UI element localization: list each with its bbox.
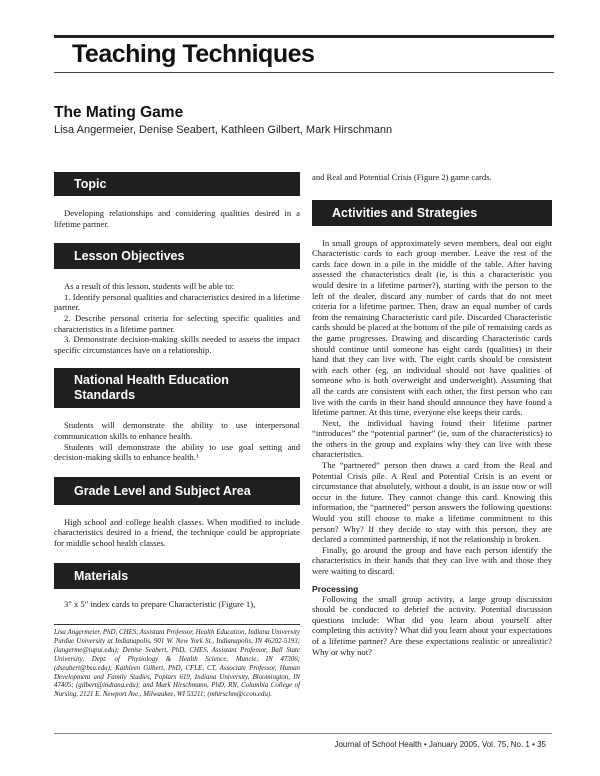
left-column (54, 172, 300, 609)
standards-heading-line2: Standards (74, 388, 136, 403)
activities-paragraph: Next, the individual having found their lifetime partner “introduces” the “potential partner” (ie, sum of the characteristics) to the others in the group and explains why they can live with these characteristics. (312, 417, 552, 460)
article-title: The Mating Game (54, 104, 184, 121)
processing-body: Following the small group activity, a large group discussion should be conducted to debrief the activity. Potential discussion questions include: What did you learn about yourself after completing this activity? What did you learn about your expectations of a lifetime partner? Are these expectations realistic or unrealistic? Why or why not? (312, 593, 552, 657)
objective-item: 1. Identify personal qualities and characteristics desired in a lifetime partner. (54, 291, 300, 313)
page-footer: Journal of School Health • January 2005, Vol. 75, No. 1 • 35 (334, 740, 546, 749)
section-title: Teaching Techniques (72, 40, 315, 68)
objective-item: 3. Demonstrate decision-making skills needed to assess the impact specific circumstances have on a relationship. (54, 334, 300, 355)
standards-heading-line1: National Health Education (74, 373, 229, 388)
activities-heading: Activities and Strategies (312, 200, 552, 226)
article-authors: Lisa Angermeier, Denise Seabert, Kathleen Gilbert, Mark Hirschmann (54, 124, 393, 136)
topic-body: Developing relationships and considering qualities desired in a lifetime partner. (54, 208, 300, 229)
header-rule-bottom (54, 72, 554, 73)
topic-heading: Topic (54, 172, 300, 196)
activities-paragraph: In small groups of approximately seven members, deal out eight Characteristic cards to each group member. Leave the rest of the cards face down in a pile in the middle of the table. After having assessed the characteristics dealt (ie, is this a characteristic you would desire in a lifetime partner?), starting with the person to the left of the dealer, discard any number of cards that do not meet criteria for a lifetime partner. Then, draw an equal number of cards from the remaining Characteristic card pile. Discarded Characteristic cards should be placed at the bottom of the pile of remaining cards as the game progresses. Drawing and discarding Characteristic cards should continue until someone has eight cards (qualities) in their hand that they can live with. The eight cards should be consistent with each other (eg, an individual should not have qualities of someone who is both overweight and underweight). Assuming that all the cards are consistent with each other, the first person who can live with the cards in their hand should announce they have found a lifetime partner. At this time, everyone else keeps their cards. (312, 237, 552, 418)
activities-paragraph: Finally, go around the group and have each person identify the characteristics in their hands that they can live with and those they were waiting to discard. (312, 544, 552, 576)
right-column (312, 172, 552, 657)
author-affiliations-note: Lisa Angermeier, PhD, CHES, Assistant Professor, Health Education, Indiana University Purdue University at Indianapolis, 901 W. New York St., Indianapolis, IN 46202-5193; (langerme@iupui.edu); Denise Seabert, PhD, CHES, Assistant Professor, Ball State University, Dept. of Physiology & Health Science, Muncie, IN 47306; (dseabert@bsu.edu); Kathleen Gilbert, PhD, CFLE, CT, Associate Professor, Human Development and Family Studies, Poplars 619, Indiana University, Bloomington, IN 47405; (gilbert@indiana.edu); and Mark Hirschmann, PhD, RN, Columbia College of Nursing, 2121 E. Newport Ave., Milwaukee, WI 53211; (mhirschm@ccon.edu). (54, 624, 300, 700)
materials-body-start: 3" x 5" index cards to prepare Characteristic (Figure 1), (64, 598, 256, 609)
grade-body: High school and college health classes. When modified to include characteristics desired in a friend, the technique could be appropriate for middle school health classes. (54, 516, 300, 548)
standards-heading (54, 368, 300, 408)
objectives-heading: Lesson Objectives (54, 243, 300, 269)
header-rule-top (54, 35, 554, 38)
materials-body-continued: and Real and Potential Crisis (Figure 2) game cards. (312, 172, 492, 182)
standard-item: Students will demonstrate the ability to use goal setting and decision-making skills to enhance health.¹ (54, 441, 300, 463)
journal-section-header (0, 0, 600, 92)
processing-heading: Processing (312, 583, 359, 594)
standard-item: Students will demonstrate the ability to use interpersonal communication skills to enhance health. (54, 420, 300, 441)
footer-rule (54, 733, 552, 734)
objective-item: 2. Describe personal criteria for selecting specific qualities and characteristics in a lifetime partner. (54, 312, 300, 334)
activities-paragraph: The “partnered” person then draws a card from the Real and Potential Crisis pile. A Real and Potential Crisis is an event or circumstance that absolutely, without a doubt, is an issue now or will occur in the future. They cannot change this card. Knowing this information, the “partnered” person answers the following questions: Would you still choose to make a lifetime commitment to this person? Why? If they decide to stay with this person, they are declared a committed partnership, if not the relationship is broken. (312, 460, 552, 545)
grade-heading: Grade Level and Subject Area (54, 477, 300, 505)
objectives-intro: As a result of this lesson, students will be able to: (64, 281, 235, 292)
materials-heading: Materials (54, 563, 300, 589)
